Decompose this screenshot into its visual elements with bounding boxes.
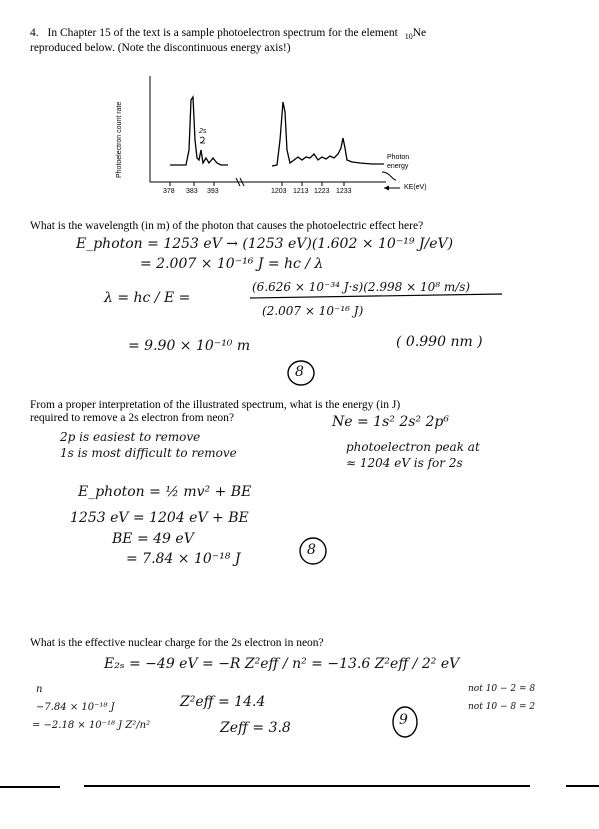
q2-score: 8 (307, 542, 316, 558)
q2-question-line2: required to remove a 2s electron from neon? (30, 412, 235, 424)
q2-eq3: BE = 49 eV (112, 531, 194, 547)
q1-numerator: (6.626 × 10⁻³⁴ J·s)(2.998 × 10⁸ m/s) (252, 280, 471, 294)
q3-side1: n (36, 684, 43, 695)
q1-line1: E_photon = 1253 eV → (1253 eV)(1.602 × 10⁻¹⁹ J/eV) (76, 236, 454, 252)
q3-side2: −7.84 × 10⁻¹⁸ J (36, 702, 115, 713)
q2-note3: photoelectron peak at (346, 440, 480, 454)
element-symbol: Ne (412, 27, 427, 39)
tick-label: 1203 (271, 188, 287, 195)
q3-score: 9 (399, 712, 408, 728)
q3-question: What is the effective nuclear charge for the 2s electron in neon? (30, 637, 324, 649)
q2-eq2: 1253 eV = 1204 eV + BE (70, 510, 249, 526)
q2-eq1: E_photon = ½ mv² + BE (78, 484, 252, 500)
q1-result: = 9.90 × 10⁻¹⁰ m (128, 338, 251, 354)
problem-intro-text: In Chapter 15 of the text is a sample photoelectron spectrum for the element (47, 27, 398, 39)
q2-config: Ne = 1s² 2s² 2p⁶ (332, 414, 449, 430)
q1-result-nm: ( 0.990 nm ) (396, 334, 483, 350)
peak-note: 2s (199, 128, 207, 135)
photon-label-2: energy (387, 163, 409, 170)
problem-number: 4. (30, 27, 39, 39)
q1-line2: = 2.007 × 10⁻¹⁶ J = hc / λ (140, 256, 324, 272)
q3-zeff-squared: Z²eff = 14.4 (180, 694, 266, 710)
tick-label: 383 (186, 188, 198, 195)
ke-label: KE(eV) (404, 184, 427, 191)
q2-note4: ≈ 1204 eV is for 2s (346, 456, 463, 470)
tick-label: 1233 (336, 188, 352, 195)
q2-eq4: = 7.84 × 10⁻¹⁸ J (126, 551, 241, 567)
tick-label: 1213 (293, 188, 309, 195)
q3-eq-main: E₂ₛ = −49 eV = −R Z²eff / n² = −13.6 Z²eff / 2² eV (104, 656, 460, 672)
q2-note1: 2p is easiest to remove (60, 430, 201, 444)
q1-score: 8 (295, 364, 304, 380)
spectrum-ylabel: Photoelectron count rate (116, 101, 123, 178)
photon-label-1: Photon (387, 154, 410, 161)
tick-label: 378 (163, 188, 175, 195)
q3-side3: = −2.18 × 10⁻¹⁸ J Z²/n² (32, 720, 151, 731)
problem-intro-line2: reproduced below. (Note the discontinuous energy axis!) (30, 42, 291, 54)
tick-label: 393 (207, 188, 219, 195)
tick-label: 1223 (314, 188, 330, 195)
q1-lambda: λ = hc / E = (104, 290, 191, 306)
q3-note-b: not 10 − 8 = 2 (468, 702, 536, 712)
q1-question: What is the wavelength (in m) of the photon that causes the photoelectric effect here? (30, 220, 424, 232)
q2-note2: 1s is most difficult to remove (60, 446, 237, 460)
q3-zeff: Zeff = 3.8 (220, 720, 291, 736)
q1-denominator: (2.007 × 10⁻¹⁶ J) (262, 304, 364, 318)
q3-note-a: not 10 − 2 = 8 (468, 684, 536, 694)
q2-question-line1: From a proper interpretation of the illustrated spectrum, what is the energy (in J) (30, 399, 401, 411)
element-subscript: 10 (404, 32, 413, 41)
